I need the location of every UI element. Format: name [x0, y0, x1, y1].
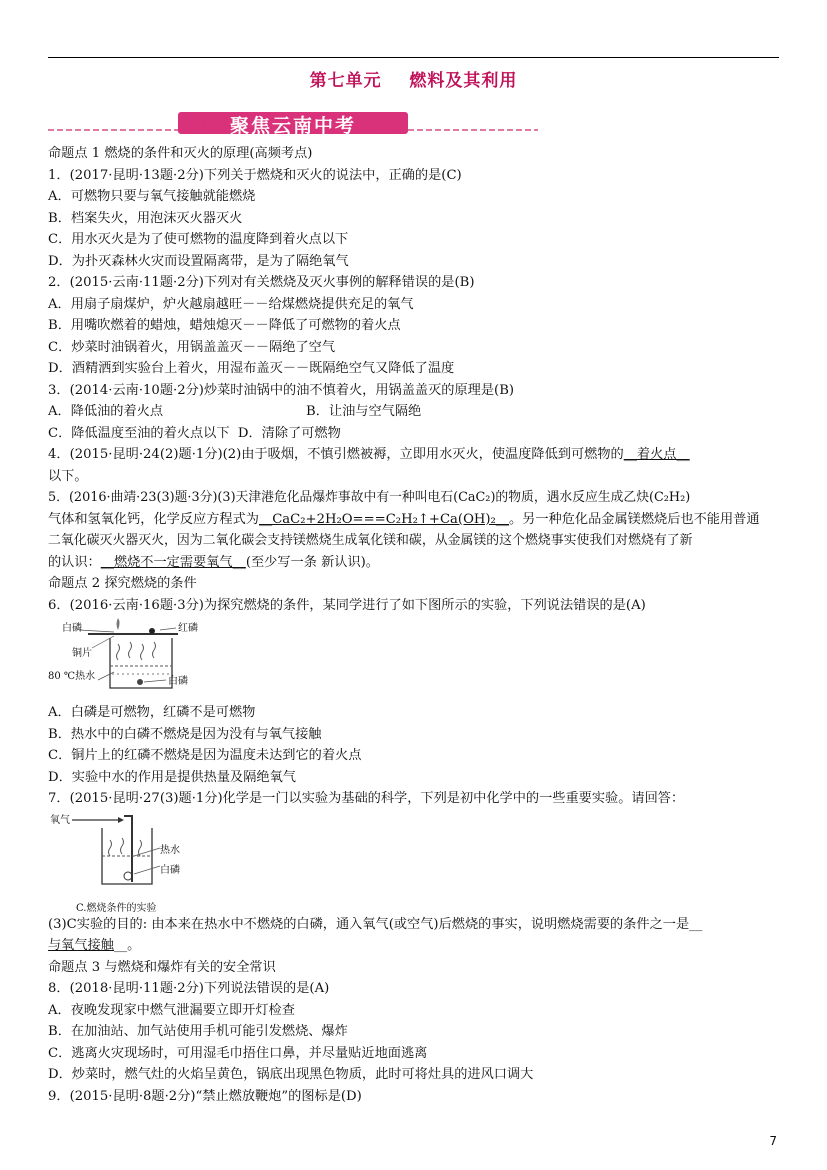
q6-option-d: D．实验中水的作用是提供热量及隔绝氧气 [48, 769, 296, 785]
q3-option-d: D．清除了可燃物 [237, 425, 341, 441]
q5-line1: 5．(2016·曲靖·23(3)题·3分)(3)天津港危化品爆炸事故中有一种叫电石(CaC₂)的物质，遇水反应生成乙炔(C₂H₂) [48, 490, 691, 505]
q3-option-a: A．降低油的着火点 [48, 404, 164, 419]
q7-answer-line1: (3)C实验的目的: 由本来在热水中不燃烧的白磷，通入氧气(或空气)后燃烧的事实，说明燃烧需要的条件之一是__ [48, 916, 703, 932]
q8-option-c: C．逃离火灾现场时，可用湿毛巾捂住口鼻，并尽量贴近地面逃离 [48, 1045, 428, 1061]
svg-text:《《: 《《 [188, 117, 208, 132]
q7-answer-line2 [48, 935, 783, 957]
page-number: 7 [769, 1134, 777, 1148]
q6-label-white-p2: 白磷 [168, 676, 188, 687]
q5-answer-blank: __燃烧不一定需要氧气__ [100, 554, 246, 570]
q2-option-c: C．炒菜时油锅着火，用锅盖盖灭－－隔绝了空气 [48, 339, 336, 355]
q7-label-oxygen: 氧气 [50, 814, 70, 826]
q7-answer-end: __。 [113, 938, 141, 953]
q5-text-d: (至少写一条 新认识)。 [245, 554, 379, 570]
q6-option-c: C．铜片上的红磷不燃烧是因为温度未达到它的着火点 [48, 748, 362, 763]
q5-line4 [48, 552, 783, 574]
q5-text-a: 气体和氢氧化钙，化学反应方程式为 [48, 511, 259, 527]
q2-stem: 2．(2015·云南·11题·2分)下列对有关燃烧及灭火事例的解释错误的是(B) [48, 275, 475, 290]
q9-stem: 9．(2015·昆明·8题·2分)“禁止燃放鞭炮”的图标是(D) [48, 1088, 362, 1104]
q7-label-water: 热水 [160, 844, 180, 856]
q6-label-red-p: 红磷 [178, 623, 198, 634]
q2-option-d: D．酒精洒到实验台上着火，用湿布盖灭－－既隔绝空气又降低了温度 [48, 361, 455, 376]
unit-title: 第七单元 燃料及其利用 [309, 71, 518, 91]
q7-apparatus-diagram [48, 812, 228, 908]
q8-option-b: B．在加油站、加气站使用手机可能引发燃烧、爆炸 [48, 1024, 348, 1039]
q1-option-c: C．用水灭火是为了使可燃物的温度降到着火点以下 [48, 232, 349, 247]
q3-options-cd [48, 423, 783, 445]
q4-text: 4．(2015·昆明·24(2)题·1分)(2)由于吸烟，不慎引燃被褥，立即用水灭火，使温度降低到可燃物的 [48, 447, 624, 462]
q6-figure [48, 616, 783, 702]
q3-stem: 3．(2014·云南·10题·2分)炒菜时油锅中的油不慎着火，用锅盖盖灭的原理是(B) [48, 382, 515, 398]
q2-option-b: B．用嘴吹燃着的蜡烛，蜡烛熄灭－－降低了可燃物的着火点 [48, 318, 401, 333]
svg-text:》》: 》》 [378, 117, 398, 132]
q6-label-copper: 铜片 [72, 648, 92, 659]
q1-stem: 1．(2017·昆明·13题·2分)下列关于燃烧和灭火的说法中，正确的是(C) [48, 167, 462, 183]
section-heading-3: 命题点 3 与燃烧和爆炸有关的安全常识 [48, 959, 276, 975]
q3-option-c: C．降低温度至油的着火点以下 [48, 425, 230, 441]
q3-option-b: B．让油与空气隔绝 [306, 404, 422, 419]
q5-line3: 二氧化碳灭火器灭火，因为二氧化碳会支持镁燃烧生成氧化镁和碳，从金属镁的这个燃烧事实使我们对燃烧有了新 [48, 533, 693, 548]
banner-title: 聚焦云南中考 [229, 115, 356, 137]
q7-stem: 7．(2015·昆明·27(3)题·1分)化学是一门以实验为基础的科学，下列是初中化学中的一些重要实验。请回答： [48, 791, 685, 806]
q6-option-a: A．白磷是可燃物，红磷不是可燃物 [48, 705, 256, 720]
q7-figure [48, 810, 783, 914]
q6-label-white-p: 白磷 [62, 623, 82, 634]
q7-figure-caption: C.燃烧条件的实验 [76, 902, 157, 914]
q5-text-b: 。另一种危化品金属镁燃烧后也不能用普通 [509, 511, 760, 527]
top-rule [48, 57, 779, 58]
q4-answer-blank: __着火点__ [623, 447, 690, 462]
q5-line2 [48, 509, 783, 531]
q8-option-a: A．夜晚发现家中燃气泄漏要立即开灯检查 [48, 1002, 295, 1018]
q3-options-ab [48, 401, 783, 423]
q8-option-d: D．炒菜时，燃气灶的火焰呈黄色，锅底出现黑色物质，此时可将灶具的进风口调大 [48, 1067, 534, 1082]
q8-stem: 8．(2018·昆明·11题·2分)下列说法错误的是(A) [48, 981, 330, 996]
q7-label-white-p: 白磷 [160, 864, 180, 876]
section-heading-1: 命题点 1 燃烧的条件和灭火的原理(高频考点) [48, 146, 313, 161]
q2-option-a: A．用扇子扇煤炉，炉火越扇越旺－－给煤燃烧提供充足的氧气 [48, 296, 414, 312]
q1-option-b: B．档案失火，用泡沫灭火器灭火 [48, 210, 243, 226]
q6-stem: 6．(2016·云南·16题·3分)为探究燃烧的条件，某同学进行了如下图所示的实验，下列说法错误的是(A) [48, 597, 646, 613]
section-banner [48, 110, 538, 136]
question-content [48, 143, 783, 1107]
q6-label-water: 80 ℃热水 [48, 671, 96, 682]
q1-option-a: A．可燃物只要与氧气接触就能燃烧 [48, 189, 256, 204]
q4-line2: 以下。 [48, 468, 88, 484]
q5-text-c: 的认识： [48, 554, 101, 570]
section-heading-2: 命题点 2 探究燃烧的条件 [48, 576, 197, 591]
q4-line1 [48, 444, 783, 466]
q6-option-b: B．热水中的白磷不燃烧是因为没有与氧气接触 [48, 726, 322, 742]
q7-answer-blank: 与氧气接触 [48, 938, 114, 953]
q1-option-d: D．为扑灭森林火灾而设置隔离带，是为了隔绝氧气 [48, 253, 349, 269]
q5-equation: __CaC₂+2H₂O===C₂H₂↑+Ca(OH)₂__ [259, 511, 509, 527]
